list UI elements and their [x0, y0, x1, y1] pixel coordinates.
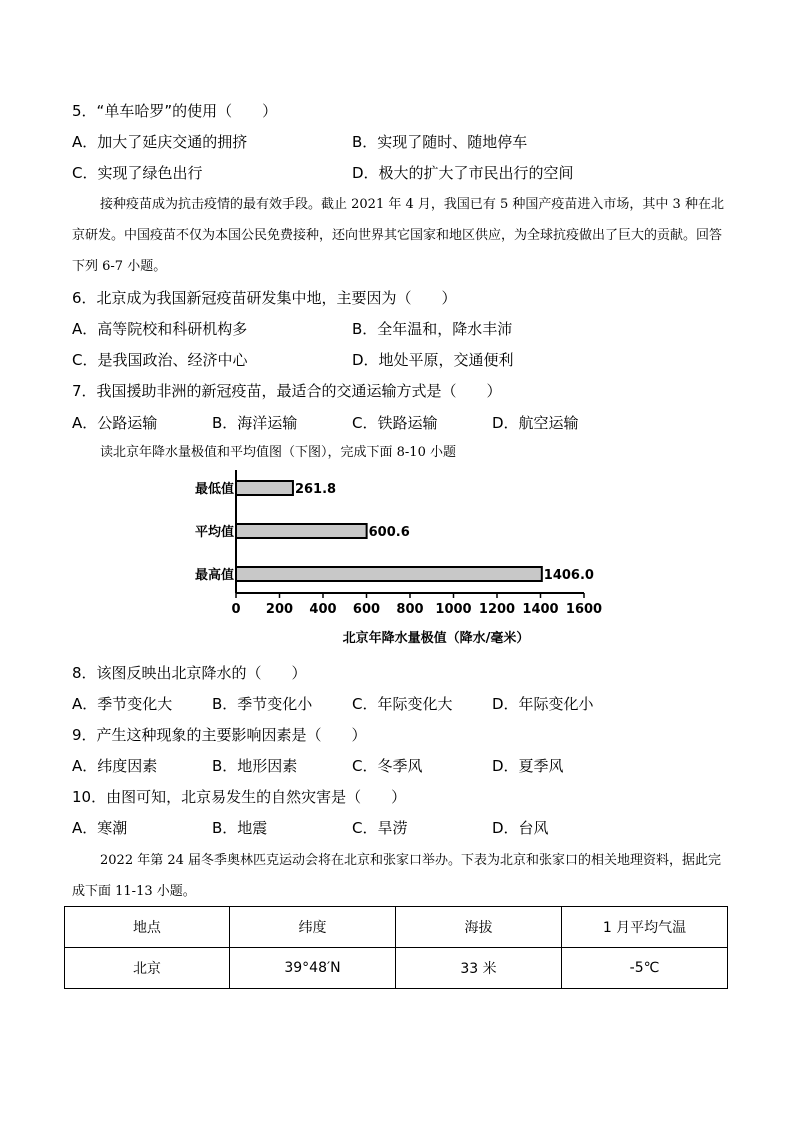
- q9-option-a: A．纬度因素: [72, 757, 158, 775]
- passage-olympics: [72, 845, 732, 907]
- x-tick-label: 0: [231, 602, 241, 617]
- q5-option-b: B．实现了随时、随地停车: [352, 133, 528, 151]
- q5-option-c: C．实现了绿色出行: [72, 164, 203, 182]
- table-cell: 39°48′N: [229, 948, 395, 989]
- table-header-cell: 海拔: [396, 907, 562, 948]
- table-cell: -5℃: [561, 948, 727, 989]
- x-axis-title: 北京年降水量极值（降水/毫米）: [342, 631, 530, 646]
- bar: [236, 481, 293, 495]
- bar: [236, 524, 367, 538]
- question-5-stem: 5．“单车哈罗”的使用（ ）: [72, 102, 278, 120]
- category-label: 最低值: [194, 482, 234, 497]
- passage-vaccine: [72, 189, 732, 282]
- table-header-row: [65, 907, 728, 948]
- table-cell: 北京: [65, 948, 230, 989]
- question-10-stem: 10．由图可知，北京易发生的自然灾害是（ ）: [72, 788, 407, 806]
- question-7-stem: 7．我国援助非洲的新冠疫苗，最适合的交通运输方式是（ ）: [72, 382, 502, 400]
- x-tick-label: 1600: [565, 602, 603, 617]
- precipitation-bar-chart: [170, 468, 620, 658]
- q9-option-c: C．冬季风: [352, 757, 423, 775]
- passage-olympics-text: 2022 年第 24 届冬季奥林匹克运动会将在北京和张家口举办。下表为北京和张家口的相关地理资料，据此完成下面 11-13 小题。: [72, 853, 722, 899]
- geography-table: [64, 906, 728, 989]
- q5-option-d: D．极大的扩大了市民出行的空间: [352, 164, 574, 182]
- q9-option-d: D．夏季风: [492, 757, 564, 775]
- q8-option-b: B．季节变化小: [212, 695, 313, 713]
- q6-option-b: B．全年温和，降水丰沛: [352, 320, 513, 338]
- table-header-cell: 纬度: [229, 907, 395, 948]
- q10-option-a: A．寒潮: [72, 819, 128, 837]
- table-cell: 33 米: [396, 948, 562, 989]
- data-label: 600.6: [368, 525, 410, 540]
- q9-option-b: B．地形因素: [212, 757, 298, 775]
- question-6-stem: 6．北京成为我国新冠疫苗研发集中地，主要因为（ ）: [72, 289, 457, 307]
- q8-option-c: C．年际变化大: [352, 695, 453, 713]
- q7-option-d: D．航空运输: [492, 414, 579, 432]
- x-tick-label: 1000: [435, 602, 472, 617]
- category-label: 最高值: [194, 568, 234, 583]
- q8-option-a: A．季节变化大: [72, 695, 173, 713]
- q7-option-c: C．铁路运输: [352, 414, 438, 432]
- question-9-stem: 9．产生这种现象的主要影响因素是（ ）: [72, 726, 367, 744]
- x-tick-label: 1400: [522, 602, 559, 617]
- x-tick-label: 1200: [478, 602, 516, 617]
- q10-option-c: C．旱涝: [352, 819, 408, 837]
- table-row: [65, 948, 728, 989]
- q7-option-b: B．海洋运输: [212, 414, 298, 432]
- data-label: 261.8: [294, 482, 337, 497]
- q6-option-c: C．是我国政治、经济中心: [72, 351, 248, 369]
- q7-option-a: A．公路运输: [72, 414, 158, 432]
- category-label: 平均值: [194, 525, 234, 540]
- x-tick-label: 400: [309, 602, 337, 617]
- q10-option-b: B．地震: [212, 819, 268, 837]
- passage-vaccine-text: 接种疫苗成为抗击疫情的最有效手段。截止 2021 年 4 月，我国已有 5 种国产疫苗进入市场，其中 3 种在北京研发。中国疫苗不仅为本国公民免费接种，还向世界其它国家和地区供应，为全球抗疫做出了巨大的贡献。回答下列 6-7 小题。: [72, 197, 724, 274]
- table-header-cell: 1 月平均气温: [561, 907, 727, 948]
- q6-option-a: A．高等院校和科研机构多: [72, 320, 248, 338]
- q10-option-d: D．台风: [492, 819, 549, 837]
- x-tick-label: 200: [265, 602, 294, 617]
- q8-option-d: D．年际变化小: [492, 695, 594, 713]
- q6-option-d: D．地处平原，交通便利: [352, 351, 514, 369]
- q5-option-a: A．加大了延庆交通的拥挤: [72, 133, 248, 151]
- x-tick-label: 600: [352, 602, 381, 617]
- question-8-stem: 8．该图反映出北京降水的（ ）: [72, 664, 307, 682]
- x-tick-label: 800: [396, 602, 424, 617]
- chart-intro: 读北京年降水量极值和平均值图（下图），完成下面 8-10 小题: [100, 445, 456, 460]
- table-header-cell: 地点: [65, 907, 230, 948]
- data-label: 1406.0: [543, 568, 594, 583]
- bar: [236, 567, 542, 581]
